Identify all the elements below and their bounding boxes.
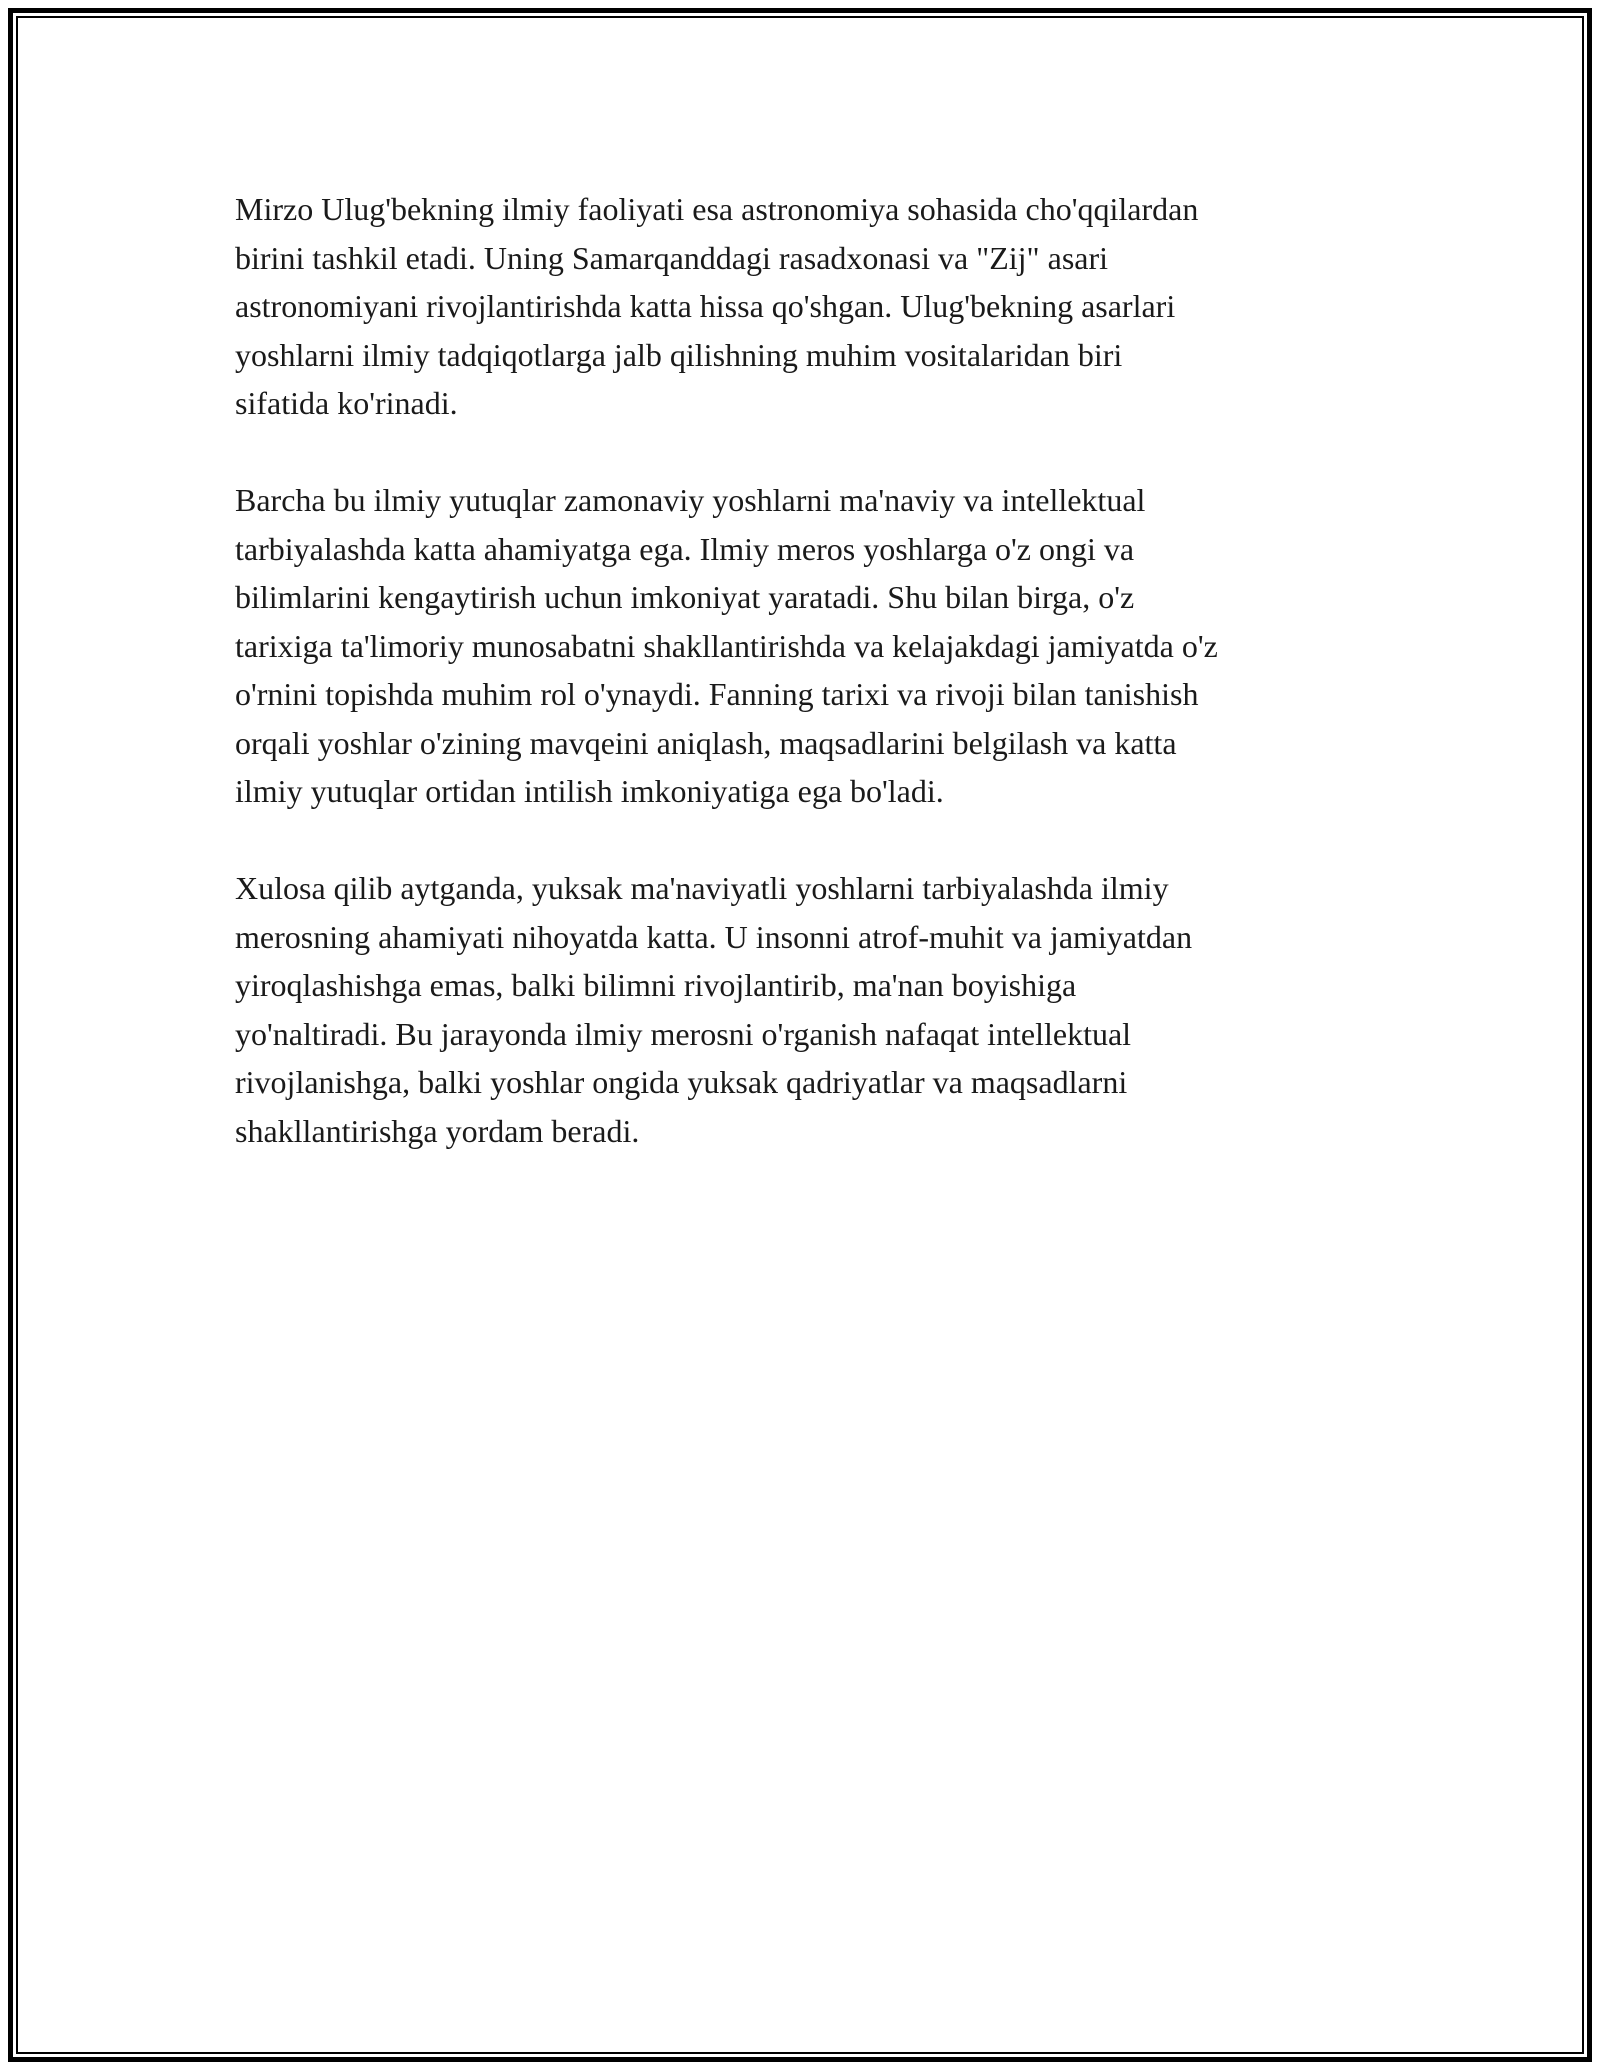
text-line: orqali yoshlar o'zining mavqeini aniqlash, maqsadlarini belgilash va katta: [235, 724, 1177, 761]
text-line: merosning ahamiyati nihoyatda katta. U insonni atrof-muhit va jamiyatdan: [235, 918, 1193, 955]
text-line: yo'naltiradi. Bu jarayonda ilmiy merosni o'rganish nafaqat intellektual: [235, 1015, 1132, 1052]
text-line: ilmiy yutuqlar ortidan intilish imkoniyatiga ega bo'ladi.: [235, 773, 944, 809]
text-line: tarixiga ta'limoriy munosabatni shakllantirishda va kelajakdagi jamiyatda o'z: [235, 627, 1218, 664]
text-line: bilimlarini kengaytirish uchun imkoniyat yaratadi. Shu bilan birga, o'z: [235, 579, 1135, 615]
text-line: yoshlarni ilmiy tadqiqotlarga jalb qilishning muhim vositalaridan biri: [235, 336, 1123, 373]
text-line: Xulosa qilib aytganda, yuksak ma'naviyatli yoshlarni tarbiyalashda ilmiy: [235, 870, 1169, 906]
text-line: astronomiyani rivojlantirishda katta hissa qo'shgan. Ulug'bekning asarlari: [235, 288, 1176, 324]
text-line: Barcha bu ilmiy yutuqlar zamonaviy yoshlarni ma'naviy va intellektual: [235, 482, 1146, 518]
document-body: [235, 185, 1385, 1204]
paragraph-achievements: [235, 476, 1385, 816]
text-line: sifatida ko'rinadi.: [235, 385, 458, 421]
paragraph-ulugbek: [235, 185, 1385, 428]
text-line: birini tashkil etadi. Uning Samarqanddagi rasadxonasi va "Zij" asari: [235, 239, 1109, 276]
text-line: o'rnini topishda muhim rol o'ynaydi. Fanning tarixi va rivoji bilan tanishish: [235, 676, 1199, 712]
paragraph-conclusion: [235, 864, 1385, 1155]
text-line: rivojlanishga, balki yoshlar ongida yuksak qadriyatlar va maqsadlarni: [235, 1064, 1128, 1100]
text-line: yiroqlashishga emas, balki bilimni rivojlantirib, ma'nan boyishiga: [235, 967, 1077, 1003]
text-line: Mirzo Ulug'bekning ilmiy faoliyati esa astronomiya sohasida cho'qqilardan: [235, 191, 1199, 227]
text-line: shakllantirishga yordam beradi.: [235, 1112, 640, 1149]
text-line: tarbiyalashda katta ahamiyatga ega. Ilmiy meros yoshlarga o'z ongi va: [235, 530, 1135, 567]
